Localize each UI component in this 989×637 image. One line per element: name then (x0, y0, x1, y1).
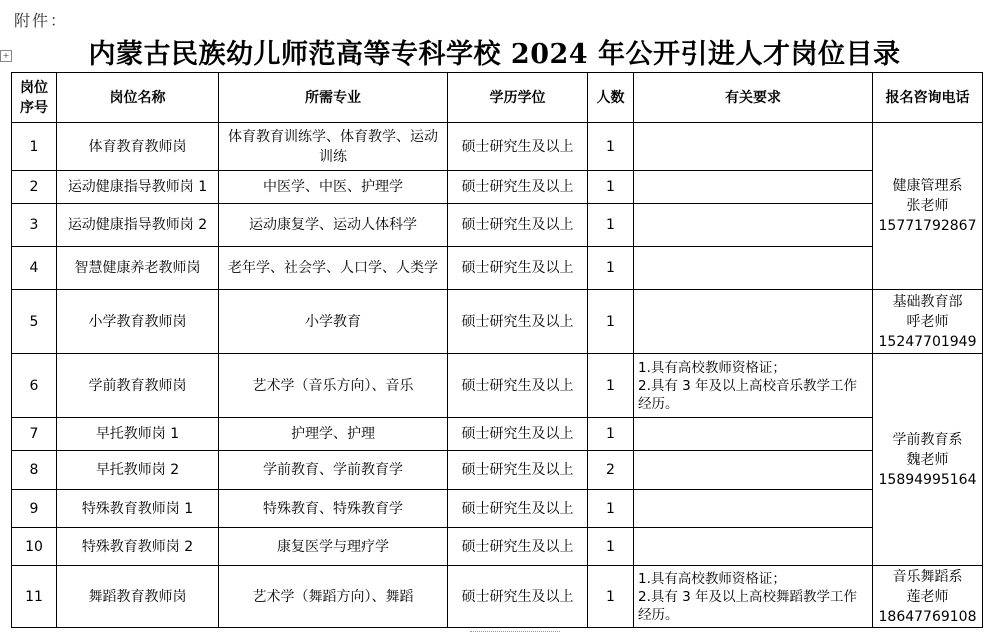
cell-count: 1 (588, 354, 634, 418)
table-row (12, 418, 983, 451)
table-row (12, 204, 983, 247)
cell-degree: 硕士研究生及以上 (448, 528, 588, 566)
cell-seq: 7 (12, 418, 57, 451)
cell-degree: 硕士研究生及以上 (448, 490, 588, 528)
cell-major: 艺术学（舞蹈方向）、舞蹈 (219, 566, 448, 628)
header-contact: 报名咨询电话 (873, 73, 983, 123)
header-major: 所需专业 (219, 73, 448, 123)
cell-contact: 音乐舞蹈系 莲老师 18647769108 (873, 566, 983, 628)
cell-requirements (634, 490, 873, 528)
cell-degree: 硕士研究生及以上 (448, 418, 588, 451)
cell-major: 护理学、护理 (219, 418, 448, 451)
cell-contact: 基础教育部 呼老师 15247701949 (873, 290, 983, 354)
table-row (12, 123, 983, 171)
cell-degree: 硕士研究生及以上 (448, 290, 588, 354)
cell-major: 特殊教育、特殊教育学 (219, 490, 448, 528)
table-row (12, 490, 983, 528)
table-row (12, 528, 983, 566)
cell-seq: 2 (12, 171, 57, 204)
cell-degree: 硕士研究生及以上 (448, 451, 588, 490)
cell-contact: 健康管理系 张老师 15771792867 (873, 123, 983, 290)
cell-degree: 硕士研究生及以上 (448, 123, 588, 171)
cell-degree: 硕士研究生及以上 (448, 171, 588, 204)
cell-major: 运动康复学、运动人体科学 (219, 204, 448, 247)
positions-table (11, 72, 983, 628)
cell-count: 1 (588, 204, 634, 247)
cell-major: 艺术学（音乐方向）、音乐 (219, 354, 448, 418)
cell-degree: 硕士研究生及以上 (448, 566, 588, 628)
table-anchor-icon[interactable]: + (0, 50, 12, 62)
cell-requirements (634, 204, 873, 247)
cell-seq: 1 (12, 123, 57, 171)
cell-major: 中医学、中医、护理学 (219, 171, 448, 204)
table-row (12, 354, 983, 418)
header-requirements: 有关要求 (634, 73, 873, 123)
cell-contact: 学前教育系 魏老师 15894995164 (873, 354, 983, 566)
cell-count: 1 (588, 490, 634, 528)
cell-requirements (634, 290, 873, 354)
cell-name: 特殊教育教师岗 1 (57, 490, 219, 528)
cell-major: 体育教育训练学、体育教学、运动训练 (219, 123, 448, 171)
cell-name: 早托教师岗 1 (57, 418, 219, 451)
cell-requirements (634, 247, 873, 290)
cell-count: 1 (588, 418, 634, 451)
cell-seq: 11 (12, 566, 57, 628)
cell-seq: 3 (12, 204, 57, 247)
header-seq: 岗位序号 (12, 73, 57, 123)
table-row (12, 290, 983, 354)
cell-requirements (634, 171, 873, 204)
cell-name: 特殊教育教师岗 2 (57, 528, 219, 566)
cell-degree: 硕士研究生及以上 (448, 354, 588, 418)
cell-seq: 10 (12, 528, 57, 566)
cell-name: 体育教育教师岗 (57, 123, 219, 171)
cell-degree: 硕士研究生及以上 (448, 204, 588, 247)
cell-name: 智慧健康养老教师岗 (57, 247, 219, 290)
cell-count: 1 (588, 528, 634, 566)
cell-name: 舞蹈教育教师岗 (57, 566, 219, 628)
cell-name: 学前教育教师岗 (57, 354, 219, 418)
cell-count: 1 (588, 566, 634, 628)
cell-name: 早托教师岗 2 (57, 451, 219, 490)
cell-count: 2 (588, 451, 634, 490)
cell-name: 运动健康指导教师岗 2 (57, 204, 219, 247)
cell-major: 学前教育、学前教育学 (219, 451, 448, 490)
table-header-row (12, 73, 983, 123)
cell-seq: 5 (12, 290, 57, 354)
cell-requirements: 1.具有高校教师资格证； 2.具有 3 年及以上高校音乐教学工作经历。 (634, 354, 873, 418)
table-row (12, 451, 983, 490)
attachment-label: 附件： (14, 11, 69, 30)
cell-name: 小学教育教师岗 (57, 290, 219, 354)
cell-requirements (634, 418, 873, 451)
cell-requirements (634, 528, 873, 566)
cell-requirements (634, 451, 873, 490)
table-row (12, 566, 983, 628)
cell-seq: 8 (12, 451, 57, 490)
cell-major: 老年学、社会学、人口学、人类学 (219, 247, 448, 290)
cell-major: 康复医学与理疗学 (219, 528, 448, 566)
cell-seq: 4 (12, 247, 57, 290)
header-name: 岗位名称 (57, 73, 219, 123)
cell-count: 1 (588, 171, 634, 204)
page-edge-marker (470, 631, 560, 637)
header-count: 人数 (588, 73, 634, 123)
table-row (12, 171, 983, 204)
cell-name: 运动健康指导教师岗 1 (57, 171, 219, 204)
cell-seq: 9 (12, 490, 57, 528)
cell-count: 1 (588, 290, 634, 354)
cell-count: 1 (588, 123, 634, 171)
document-title: 内蒙古民族幼儿师范高等专科学校 2024 年公开引进人才岗位目录 (88, 39, 901, 70)
cell-count: 1 (588, 247, 634, 290)
cell-seq: 6 (12, 354, 57, 418)
cell-degree: 硕士研究生及以上 (448, 247, 588, 290)
header-degree: 学历学位 (448, 73, 588, 123)
cell-requirements (634, 123, 873, 171)
cell-major: 小学教育 (219, 290, 448, 354)
cell-requirements: 1.具有高校教师资格证； 2.具有 3 年及以上高校舞蹈教学工作经历。 (634, 566, 873, 628)
table-row (12, 247, 983, 290)
